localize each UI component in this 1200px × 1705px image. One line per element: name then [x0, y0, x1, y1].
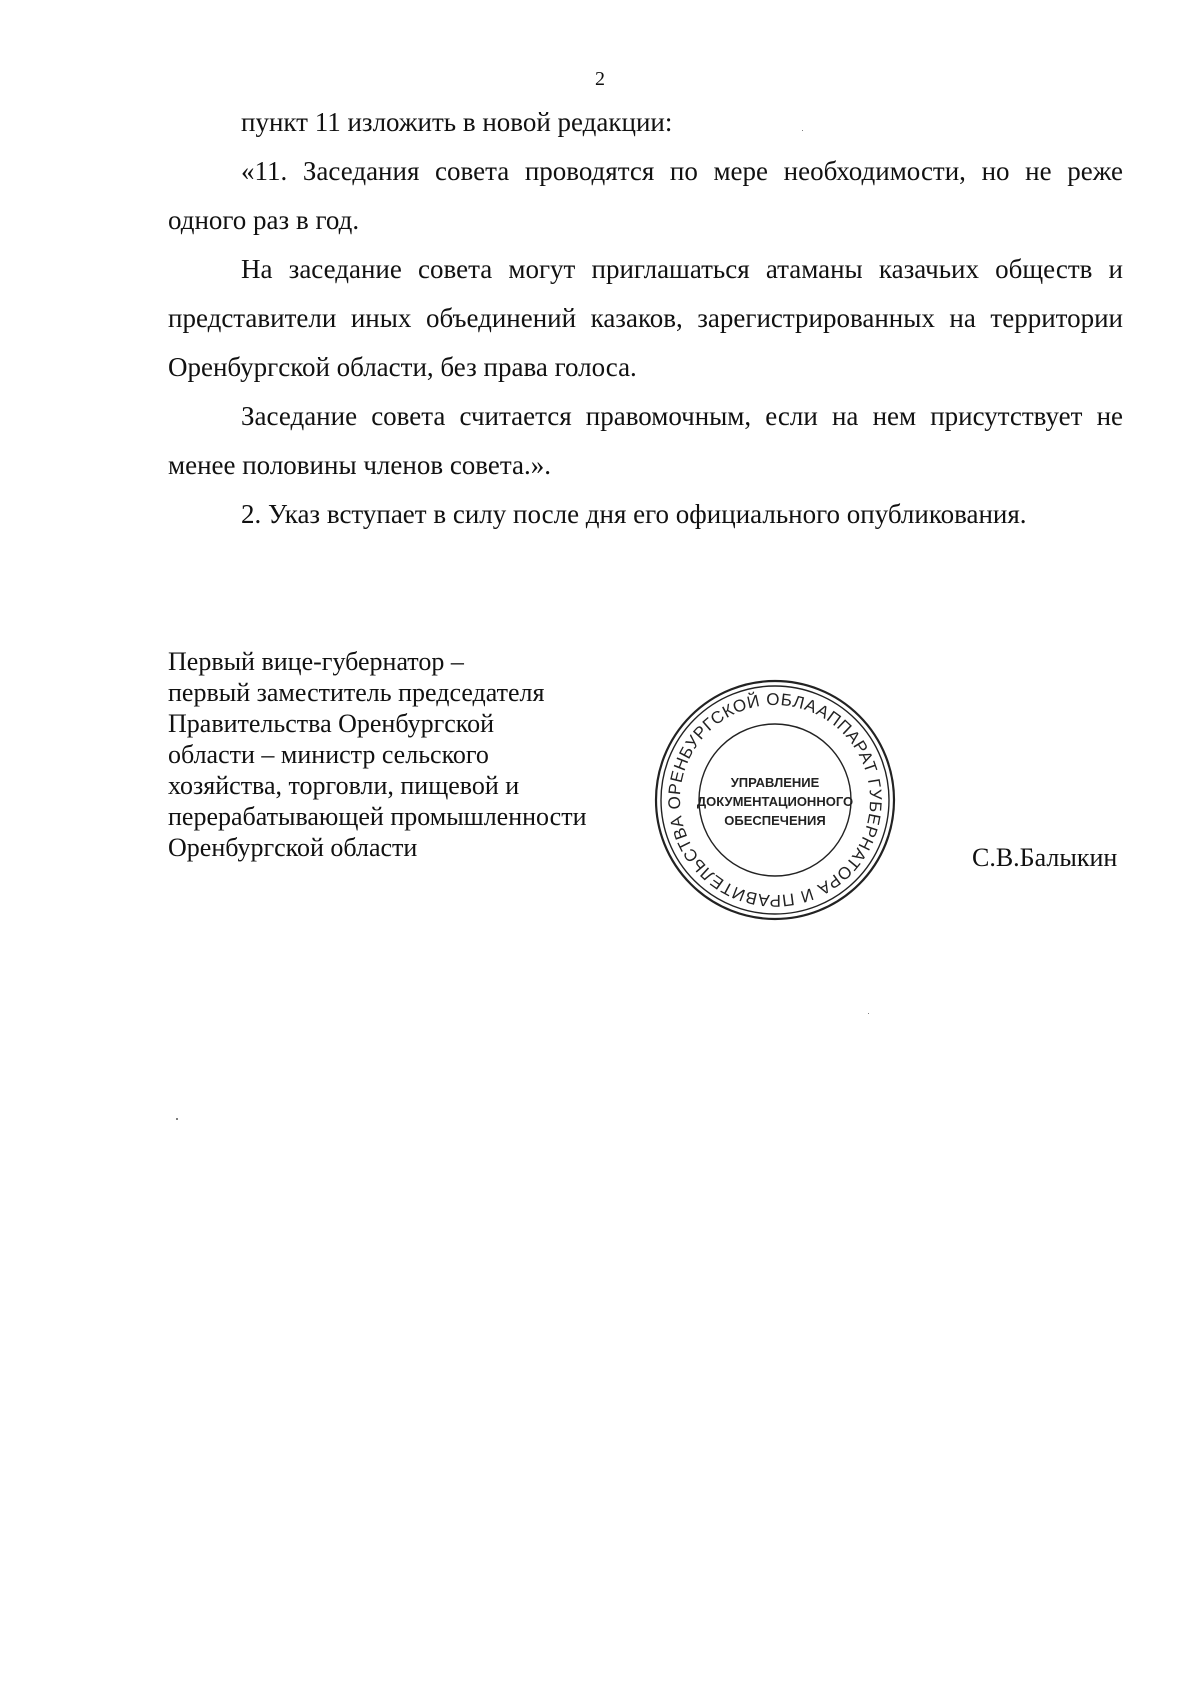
signer-title-line: хозяйства, торговли, пищевой и [168, 771, 520, 800]
paragraph-quorum: Заседание совета считается правомочным, если на нем присутствует не менее половины членов совета.». [168, 401, 1123, 480]
signer-name: С.В.Балыкин [972, 843, 1118, 872]
scan-speck [176, 1118, 178, 1120]
signer-title-line: первый заместитель председателя [168, 678, 545, 707]
signer-title-line: Правительства Оренбургской [168, 709, 495, 738]
signer-title-line: области – министр сельского [168, 740, 489, 769]
seal-center-line: ДОКУМЕНТАЦИОННОГО [696, 794, 854, 809]
signer-title-line: перерабатывающей промышленности [168, 802, 587, 831]
paragraph-meetings-frequency: «11. Заседания совета проводятся по мере необходимости, но не реже одного раз в год. [168, 156, 1123, 235]
page-number: 2 [595, 68, 605, 90]
paragraph-amendment-intro: пункт 11 изложить в новой редакции: [241, 107, 673, 137]
seal-center-line: ОБЕСПЕЧЕНИЯ [724, 813, 826, 828]
paragraph-invited-atamans: На заседание совета могут приглашаться атаманы казачьих обществ и представители иных объединений казаков, зарегистрированных на территории Оренбургской области, без права голоса. [168, 254, 1123, 382]
signer-title-block [168, 646, 587, 863]
seal-ring-text: АППАРАТ ГУБЕРНАТОРА И ПРАВИТЕЛЬСТВА ОРЕНБУРГСКОЙ ОБЛАСТИ [664, 689, 886, 911]
document-body [168, 98, 1123, 539]
scan-speck [868, 1013, 869, 1014]
official-seal-stamp [650, 675, 900, 925]
seal-center-line: УПРАВЛЕНИЕ [730, 775, 820, 790]
scan-speck [802, 130, 803, 131]
paragraph-entry-into-force: 2. Указ вступает в силу после дня его официального опубликования. [241, 499, 1027, 529]
signer-title-line: Оренбургской области [168, 833, 418, 862]
signer-title-line: Первый вице-губернатор – [168, 647, 464, 676]
